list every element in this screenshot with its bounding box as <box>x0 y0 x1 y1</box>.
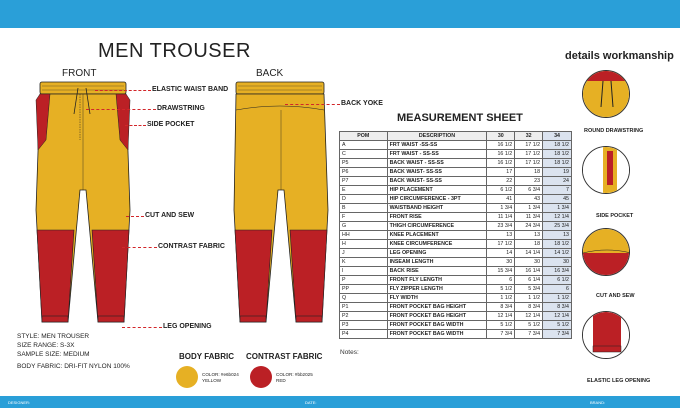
measurement-sheet-title: MEASUREMENT SHEET <box>397 112 523 124</box>
size-cell: 30 <box>487 258 515 267</box>
size-cell: 7 3/4 <box>487 330 515 339</box>
footer-designer: DESIGNER: <box>8 400 31 405</box>
table-row <box>340 258 572 267</box>
size-cell: 18 1/2 <box>543 141 572 150</box>
table-row <box>340 141 572 150</box>
pom-cell: B <box>340 204 388 213</box>
callout-elastic-waist-band: ELASTIC WAIST BAND <box>152 86 229 93</box>
size-cell: 15 3/4 <box>487 267 515 276</box>
size-cell: 12 1/4 <box>543 213 572 222</box>
size-cell: 6 <box>543 285 572 294</box>
sample-size-text: SAMPLE SIZE: MEDIUM <box>17 351 90 358</box>
body-fabric-text: BODY FABRIC: DRI-FIT NYLON 100% <box>17 363 130 370</box>
pom-cell: J <box>340 249 388 258</box>
table-row <box>340 177 572 186</box>
pom-cell: P4 <box>340 330 388 339</box>
header-bar <box>0 0 680 28</box>
size-cell: 24 <box>543 177 572 186</box>
size-cell: 8 3/4 <box>515 303 543 312</box>
size-cell: 23 3/4 <box>487 222 515 231</box>
footer-brand: BRAND: <box>590 400 606 405</box>
size-cell: 19 <box>543 168 572 177</box>
contrast-fabric-heading: CONTRAST FABRIC <box>246 352 323 361</box>
callout-cut-and-sew: CUT AND SEW <box>145 212 195 219</box>
pom-cell: I <box>340 267 388 276</box>
size-cell: 17 <box>487 168 515 177</box>
size-cell: 8 3/4 <box>543 303 572 312</box>
description-cell: BACK RISE <box>387 267 487 276</box>
footer-bar <box>0 396 680 408</box>
size-cell: 14 <box>487 249 515 258</box>
pom-cell: P7 <box>340 177 388 186</box>
description-cell: FRONT RISE <box>387 213 487 222</box>
page-title: MEN TROUSER <box>98 40 251 62</box>
pom-cell: PP <box>340 285 388 294</box>
style-text: STYLE: MEN TROUSER <box>17 333 90 340</box>
pom-cell: Q <box>340 294 388 303</box>
size-cell: 13 <box>487 231 515 240</box>
size-cell: 13 <box>543 231 572 240</box>
pom-cell: K <box>340 258 388 267</box>
front-trouser-illustration <box>30 80 140 330</box>
pom-cell: E <box>340 186 388 195</box>
table-row <box>340 159 572 168</box>
table-row <box>340 222 572 231</box>
size-cell: 7 3/4 <box>543 330 572 339</box>
pom-cell: P3 <box>340 321 388 330</box>
size-cell: 16 1/2 <box>487 150 515 159</box>
table-row <box>340 204 572 213</box>
size-cell: 14 1/2 <box>543 249 572 258</box>
size-cell: 12 1/4 <box>515 312 543 321</box>
size-cell: 6 1/4 <box>515 276 543 285</box>
table-row <box>340 294 572 303</box>
size-cell: 8 3/4 <box>487 303 515 312</box>
callout-line <box>126 216 144 217</box>
detail-cut-and-sew <box>582 228 630 276</box>
table-row <box>340 303 572 312</box>
description-cell: WAISTBAND HEIGHT <box>387 204 487 213</box>
contrast-color-code: COLOR: #bb2025 <box>276 372 313 377</box>
size-cell: 1 1/2 <box>487 294 515 303</box>
size-cell: 16 1/2 <box>487 159 515 168</box>
table-row <box>340 168 572 177</box>
table-row <box>340 285 572 294</box>
column-header: 34 <box>543 132 572 141</box>
pom-cell: P <box>340 276 388 285</box>
callout-back-yoke: BACK YOKE <box>341 100 383 107</box>
callout-line <box>95 90 151 91</box>
description-cell: FLY ZIPPER LENGTH <box>387 285 487 294</box>
callout-line <box>122 327 162 328</box>
description-cell: INSEAM LENGTH <box>387 258 487 267</box>
pom-cell: G <box>340 222 388 231</box>
size-cell: 14 1/4 <box>515 249 543 258</box>
description-cell: LEG OPENING <box>387 249 487 258</box>
description-cell: BACK WAIST- SS-SS <box>387 177 487 186</box>
description-cell: THIGH CIRCUMFERENCE <box>387 222 487 231</box>
description-cell: FRT WAIST -SS-SS <box>387 141 487 150</box>
table-row <box>340 231 572 240</box>
table-row <box>340 150 572 159</box>
table-row <box>340 276 572 285</box>
pom-cell: A <box>340 141 388 150</box>
back-trouser-illustration <box>228 80 338 330</box>
size-cell: 5 1/2 <box>487 321 515 330</box>
details-title: details workmanship <box>565 50 674 62</box>
size-cell: 1 3/4 <box>515 204 543 213</box>
contrast-color-name: RED <box>276 378 286 383</box>
size-cell: 7 3/4 <box>515 330 543 339</box>
pom-cell: P5 <box>340 159 388 168</box>
notes-label: Notes: <box>340 349 359 356</box>
contrast-fabric-swatch <box>250 366 272 388</box>
size-cell: 6 1/2 <box>543 276 572 285</box>
table-row <box>340 312 572 321</box>
body-fabric-color <box>202 372 239 384</box>
size-cell: 22 <box>487 177 515 186</box>
size-cell: 18 1/2 <box>543 159 572 168</box>
detail-label-round-drawstring: ROUND DRAWSTRING <box>584 128 644 134</box>
size-cell: 13 <box>515 231 543 240</box>
description-cell: FRONT POCKET BAG WIDTH <box>387 330 487 339</box>
size-cell: 16 1/4 <box>515 267 543 276</box>
table-row <box>340 213 572 222</box>
detail-elastic-leg-opening <box>582 311 630 359</box>
size-cell: 41 <box>487 195 515 204</box>
size-cell: 24 3/4 <box>515 222 543 231</box>
column-header: DESCRIPTION <box>387 132 487 141</box>
size-cell: 5 1/2 <box>543 321 572 330</box>
size-cell: 25 3/4 <box>543 222 572 231</box>
pom-cell: P6 <box>340 168 388 177</box>
front-view-label: FRONT <box>62 68 97 79</box>
size-cell: 12 1/4 <box>543 312 572 321</box>
contrast-fabric-color <box>276 372 313 384</box>
callout-line <box>285 104 340 105</box>
size-cell: 1 3/4 <box>543 204 572 213</box>
table-row <box>340 330 572 339</box>
pom-cell: P2 <box>340 312 388 321</box>
table-row <box>340 249 572 258</box>
callout-contrast-fabric: CONTRAST FABRIC <box>158 243 225 250</box>
size-cell: 17 1/2 <box>487 240 515 249</box>
column-header: POM <box>340 132 388 141</box>
table-header-row <box>340 132 572 141</box>
description-cell: HIP CIRCUMFERENCE - 3PT <box>387 195 487 204</box>
measurement-table <box>339 131 572 339</box>
pom-cell: D <box>340 195 388 204</box>
body-color-name: YELLOW <box>202 378 222 383</box>
size-cell: 43 <box>515 195 543 204</box>
column-header: 30 <box>487 132 515 141</box>
description-cell: BACK WAIST - SS-SS <box>387 159 487 168</box>
body-fabric-heading: BODY FABRIC <box>179 352 234 361</box>
table-row <box>340 186 572 195</box>
size-cell: 18 1/2 <box>543 150 572 159</box>
pom-cell: F <box>340 213 388 222</box>
description-cell: FRT WAIST - SS-SS <box>387 150 487 159</box>
pom-cell: C <box>340 150 388 159</box>
size-cell: 17 1/2 <box>515 150 543 159</box>
detail-round-drawstring <box>582 70 630 118</box>
size-cell: 1 1/2 <box>543 294 572 303</box>
callout-line <box>122 247 157 248</box>
pom-cell: P1 <box>340 303 388 312</box>
size-cell: 12 1/4 <box>487 312 515 321</box>
detail-label-elastic-leg-opening: ELASTIC LEG OPENING <box>587 378 651 384</box>
detail-side-pocket <box>582 146 630 194</box>
size-cell: 1 1/2 <box>515 294 543 303</box>
description-cell: KNEE PLACEMENT <box>387 231 487 240</box>
size-cell: 30 <box>543 258 572 267</box>
description-cell: KNEE CIRCUMFERENCE <box>387 240 487 249</box>
size-cell: 30 <box>515 258 543 267</box>
size-cell: 5 1/2 <box>487 285 515 294</box>
size-cell: 16 1/2 <box>487 141 515 150</box>
table-row <box>340 321 572 330</box>
table-row <box>340 195 572 204</box>
size-cell: 23 <box>515 177 543 186</box>
size-cell: 1 3/4 <box>487 204 515 213</box>
size-cell: 11 3/4 <box>515 213 543 222</box>
body-color-code: COLOR: #e6b024 <box>202 372 239 377</box>
description-cell: FRONT POCKET BAG WIDTH <box>387 321 487 330</box>
size-cell: 17 1/2 <box>515 159 543 168</box>
size-cell: 11 1/4 <box>487 213 515 222</box>
size-cell: 17 1/2 <box>515 141 543 150</box>
size-cell: 18 <box>515 168 543 177</box>
size-cell: 18 1/2 <box>543 240 572 249</box>
size-cell: 6 3/4 <box>515 186 543 195</box>
footer-date: DATE: <box>305 400 317 405</box>
size-cell: 6 1/2 <box>487 186 515 195</box>
table-row <box>340 240 572 249</box>
size-cell: 18 <box>515 240 543 249</box>
size-range-text: SIZE RANGE: S-3X <box>17 342 75 349</box>
size-cell: 5 1/2 <box>515 321 543 330</box>
size-cell: 45 <box>543 195 572 204</box>
description-cell: BACK WAIST- SS-SS <box>387 168 487 177</box>
size-cell: 5 3/4 <box>515 285 543 294</box>
description-cell: FRONT POCKET BAG HEIGHT <box>387 303 487 312</box>
detail-label-cut-and-sew: CUT AND SEW <box>596 293 635 299</box>
detail-label-side-pocket: SIDE POCKET <box>596 213 634 219</box>
description-cell: FRONT FLY LENGTH <box>387 276 487 285</box>
callout-leg-opening: LEG OPENING <box>163 323 212 330</box>
description-cell: HIP PLACEMENT <box>387 186 487 195</box>
callout-line <box>86 109 156 110</box>
description-cell: FRONT POCKET BAG HEIGHT <box>387 312 487 321</box>
column-header: 32 <box>515 132 543 141</box>
callout-drawstring: DRAWSTRING <box>157 105 205 112</box>
callout-side-pocket: SIDE POCKET <box>147 121 195 128</box>
body-fabric-swatch <box>176 366 198 388</box>
pom-cell: HH <box>340 231 388 240</box>
table-row <box>340 267 572 276</box>
description-cell: FLY WIDTH <box>387 294 487 303</box>
size-cell: 16 3/4 <box>543 267 572 276</box>
size-cell: 6 <box>487 276 515 285</box>
size-cell: 7 <box>543 186 572 195</box>
callout-line <box>125 125 146 126</box>
pom-cell: H <box>340 240 388 249</box>
back-view-label: BACK <box>256 68 284 79</box>
